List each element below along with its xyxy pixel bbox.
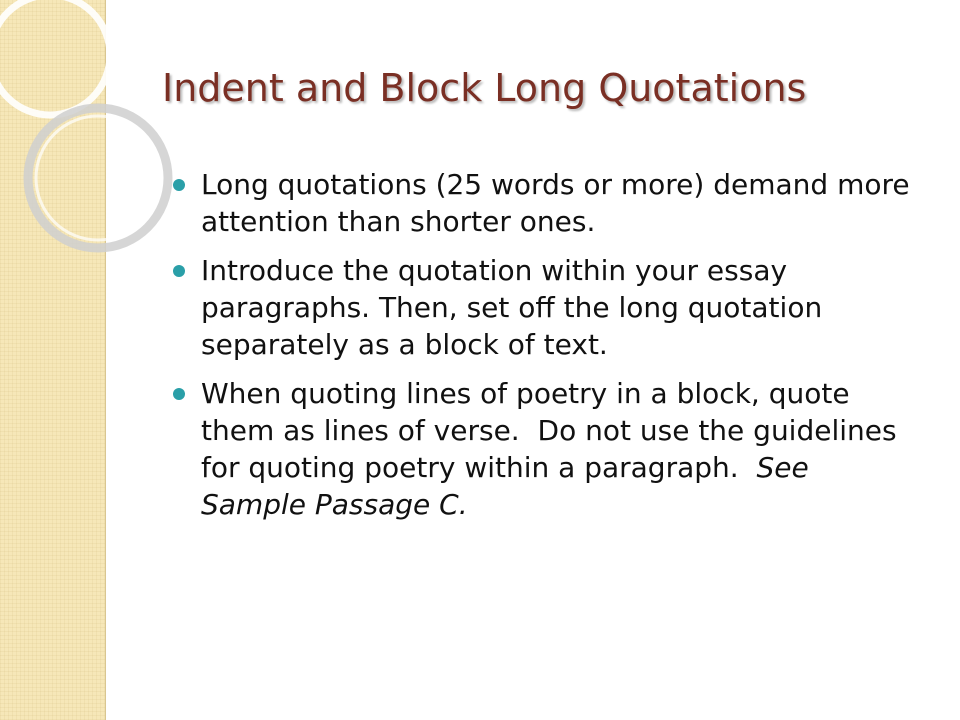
bullet-item [173,166,913,240]
bullet-text: Long quotations (25 words or more) demand more attention than shorter ones. [201,168,910,238]
bullet-marker [173,179,185,191]
bullet-text: When quoting lines of poetry in a block, quote them as lines of verse. Do not use the guidelines for quoting poetry within a paragraph. [201,377,906,484]
decorative-rings [0,0,140,260]
bullet-list [173,166,913,535]
slide-title: Indent and Block Long Quotations [162,66,807,110]
bullet-item [173,375,913,523]
bullet-item [173,252,913,363]
bullet-text: Introduce the quotation within your essay paragraphs. Then, set off the long quotation separately as a block of text. [201,254,823,361]
sample-passage-reference: See Sample Passage C. [201,451,809,521]
bullet-marker [173,388,185,400]
bullet-marker [173,265,185,277]
